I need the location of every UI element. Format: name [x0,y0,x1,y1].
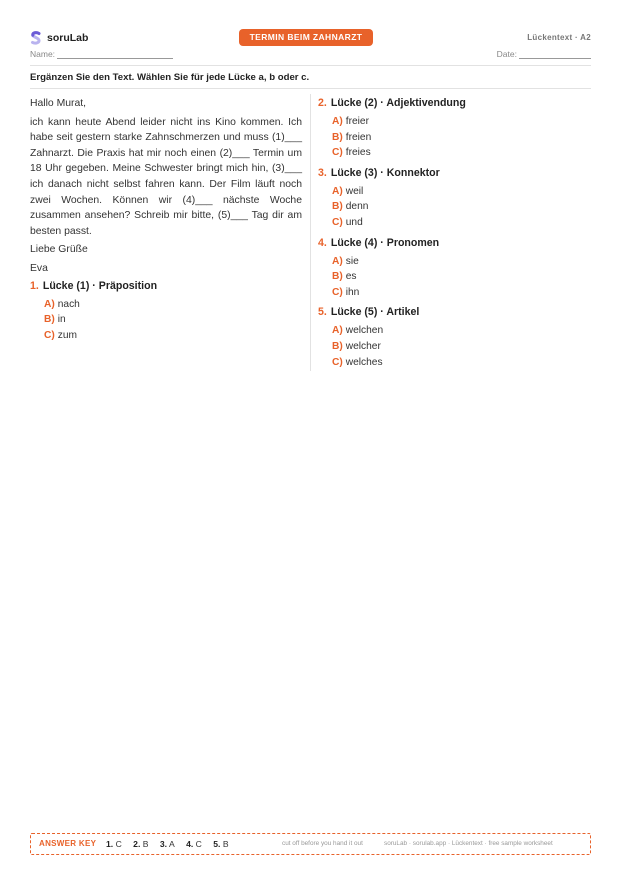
question-4 [318,236,591,301]
date-line [519,49,591,59]
option-a[interactable] [332,254,591,270]
option-letter: B) [332,131,343,143]
option-text: denn [345,201,369,213]
option-c[interactable] [332,145,591,161]
worksheet-page [30,0,591,877]
answer-item [186,839,202,849]
option-text: welches [345,356,383,368]
question-1 [30,279,302,344]
option-letter: B) [44,314,55,326]
option-text: freies [345,147,371,159]
answer-num: 2. [133,839,141,849]
sorulab-logo-icon [30,31,42,45]
option-text: nach [57,298,80,310]
name-line [57,49,173,59]
worksheet-level: Lückentext · A2 [527,33,591,42]
answer-num: 4. [186,839,194,849]
option-letter: A) [332,325,343,337]
option-letter: B) [332,201,343,213]
question-number: 4. [318,236,327,249]
worksheet-title: TERMIN BEIM ZAHNARZT [239,29,373,46]
answer-value: A [168,839,175,849]
brand-name: soruLab [47,32,89,44]
option-text: welchen [345,325,384,337]
letter-signature: Eva [30,262,48,274]
question-title: Lücke (1) · Präposition [42,279,158,292]
worksheet-header [30,29,591,47]
option-b[interactable] [44,312,302,328]
option-c[interactable] [332,215,591,231]
footer-meta: soruLab · sorulab.app · Lückentext · free sample worksheet [384,840,553,847]
option-text: in [57,314,66,326]
brand [30,31,88,45]
option-letter: C) [44,329,55,341]
option-c[interactable] [332,285,591,301]
option-c[interactable] [332,355,591,371]
question-title: Lücke (2) · Adjektivendung [330,97,466,109]
letter-closing: Liebe Grüße [30,244,88,256]
option-list [30,297,302,344]
date-label: Date: [496,49,517,59]
option-list [318,114,591,161]
date-field[interactable] [497,49,591,59]
answer-value: C [115,839,122,849]
option-text: sie [345,255,359,267]
cut-note: cut off before you hand it out [282,840,363,847]
option-text: es [345,271,357,283]
option-text: und [345,216,363,228]
answer-num: 1. [106,839,114,849]
question-number: 3. [318,166,327,179]
option-text: weil [345,185,364,197]
answer-item [106,839,122,849]
option-b[interactable] [332,269,591,285]
answer-item [213,839,228,849]
option-text: freier [345,116,369,127]
option-a[interactable] [332,184,591,200]
option-list [318,323,591,370]
option-letter: C) [332,286,343,298]
option-letter: B) [332,340,343,352]
answer-num: 3. [159,839,168,849]
option-c[interactable] [44,328,302,344]
option-letter: B) [332,271,343,283]
right-column [318,96,591,370]
name-label: Name: [30,49,56,59]
option-letter: C) [332,216,343,228]
letter-text [30,96,302,277]
option-a[interactable] [332,114,591,130]
option-a[interactable] [44,297,302,313]
question-3 [318,166,591,231]
divider-instruction [30,88,591,89]
name-field[interactable] [30,49,173,59]
answer-num: 5. [213,839,221,849]
student-fields [30,49,591,61]
letter-body: ich kann heute Abend leider nicht ins Kino kommen. Ich habe seit gestern starke Zahnschmerzen und muss (1)___ Zahnarzt. Die Praxis hat mir noch einen (2)___ Termin um 18 Uhr gegeben. Meine Schwester bringt mich hin, (3)___ ich danach nicht selbst fahren kann. Der Film läuft noch zwei Wochen. Können wir (4)___ nächste Woche zusammen ansehen? Schreib mir bitte, (5)___ Tag dir am besten passt. [30,116,302,237]
option-letter: A) [332,116,343,127]
option-text: ihn [345,286,360,298]
option-letter: C) [332,147,343,159]
option-letter: A) [44,298,55,310]
answer-key-label: ANSWER KEY [39,839,97,848]
answer-key-items [106,834,238,854]
option-b[interactable] [332,199,591,215]
option-text: freien [345,131,372,143]
question-title: Lücke (4) · Pronomen [330,236,440,249]
question-title: Lücke (3) · Konnektor [330,166,440,179]
answer-value: C [195,839,202,849]
option-a[interactable] [332,323,591,339]
question-title: Lücke (5) · Artikel [330,306,420,319]
option-letter: A) [332,255,343,267]
option-list [318,254,591,301]
question-5 [318,305,591,370]
option-b[interactable] [332,339,591,355]
option-letter: A) [332,185,343,197]
left-column [30,96,302,343]
answer-item [133,839,148,849]
answer-item [160,839,175,849]
answer-value: B [142,839,149,849]
option-b[interactable] [332,130,591,146]
answer-key-strip [30,833,591,855]
question-number: 1. [30,279,39,292]
column-divider [310,94,311,371]
question-2 [318,96,591,161]
option-letter: C) [332,356,343,368]
option-text: zum [57,329,77,341]
instruction: Ergänzen Sie den Text. Wählen Sie für jede Lücke a, b oder c. [30,72,310,83]
option-list [318,184,591,231]
question-number: 5. [318,306,327,319]
question-number: 2. [318,97,327,109]
answer-value: B [222,839,229,849]
letter-greeting: Hallo Murat, [30,98,87,109]
option-text: welcher [345,340,381,352]
divider-top [30,65,591,66]
